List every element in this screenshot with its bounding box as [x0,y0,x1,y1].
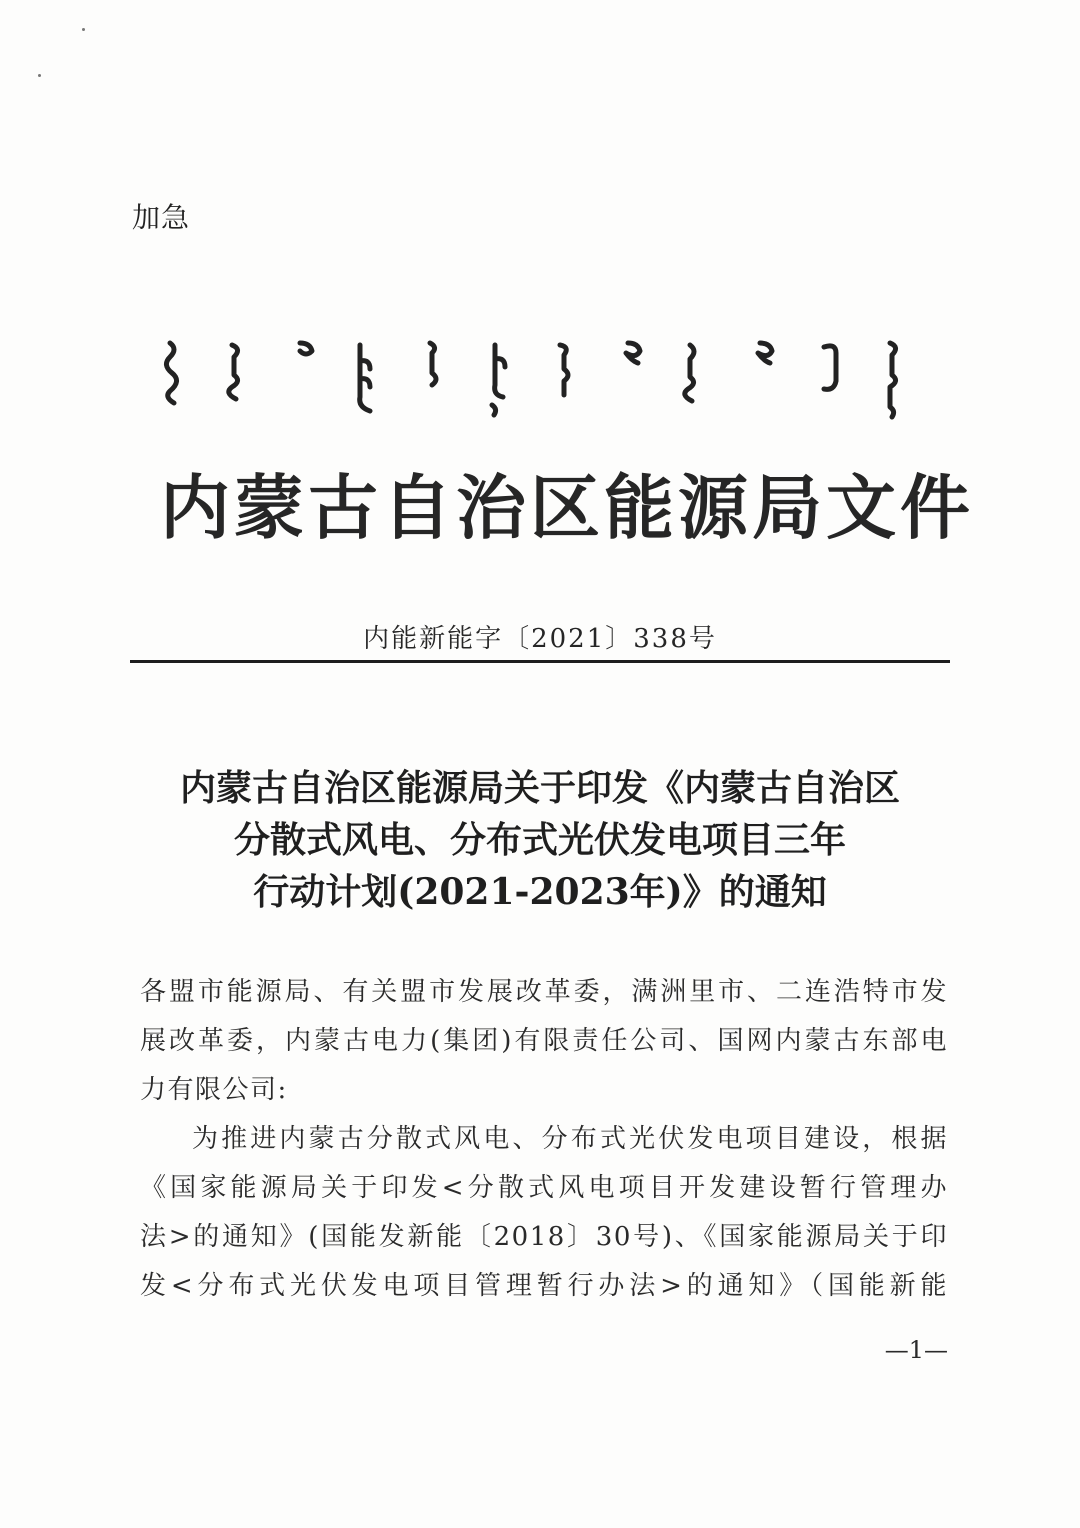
scan-speck [82,28,85,31]
document-issuer-header: 内蒙古自治区能源局文件 [160,467,974,549]
scan-speck [38,74,41,77]
document-title [100,762,980,918]
body-line: 展改革委，内蒙古电力(集团)有限责任公司、国网内蒙古东部电 [140,1026,948,1056]
title-line: 内蒙古自治区能源局关于印发《内蒙古自治区 [179,767,900,809]
page-number: —1— [884,1336,948,1364]
body-line: 《国家能源局关于印发<分散式风电项目开发建设暂行管理办 [140,1173,948,1203]
title-line: 行动计划(2021-2023年)》的通知 [253,871,827,913]
title-line: 分散式风电、分布式光伏发电项目三年 [233,819,846,861]
body-line: 各盟市能源局、有关盟市发展改革委，满洲里市、二连浩特市发 [140,977,948,1007]
urgency-label: 加急 [132,201,191,234]
header-divider [130,660,950,663]
body-line: 力有限公司: [140,1075,288,1105]
document-number: 内能新能字〔2021〕338号 [363,624,717,654]
body-line: 法>的通知》(国能发新能〔2018〕30号)、《国家能源局关于印 [140,1222,948,1252]
document-body [140,968,948,1311]
mongolian-script-graphic [160,335,920,425]
body-line: 发<分布式光伏发电项目管理暂行办法>的通知》（国能新能 [140,1271,948,1301]
mongolian-script-header [160,335,920,425]
body-line: 为推进内蒙古分散式风电、分布式光伏发电项目建设，根据 [192,1124,948,1154]
